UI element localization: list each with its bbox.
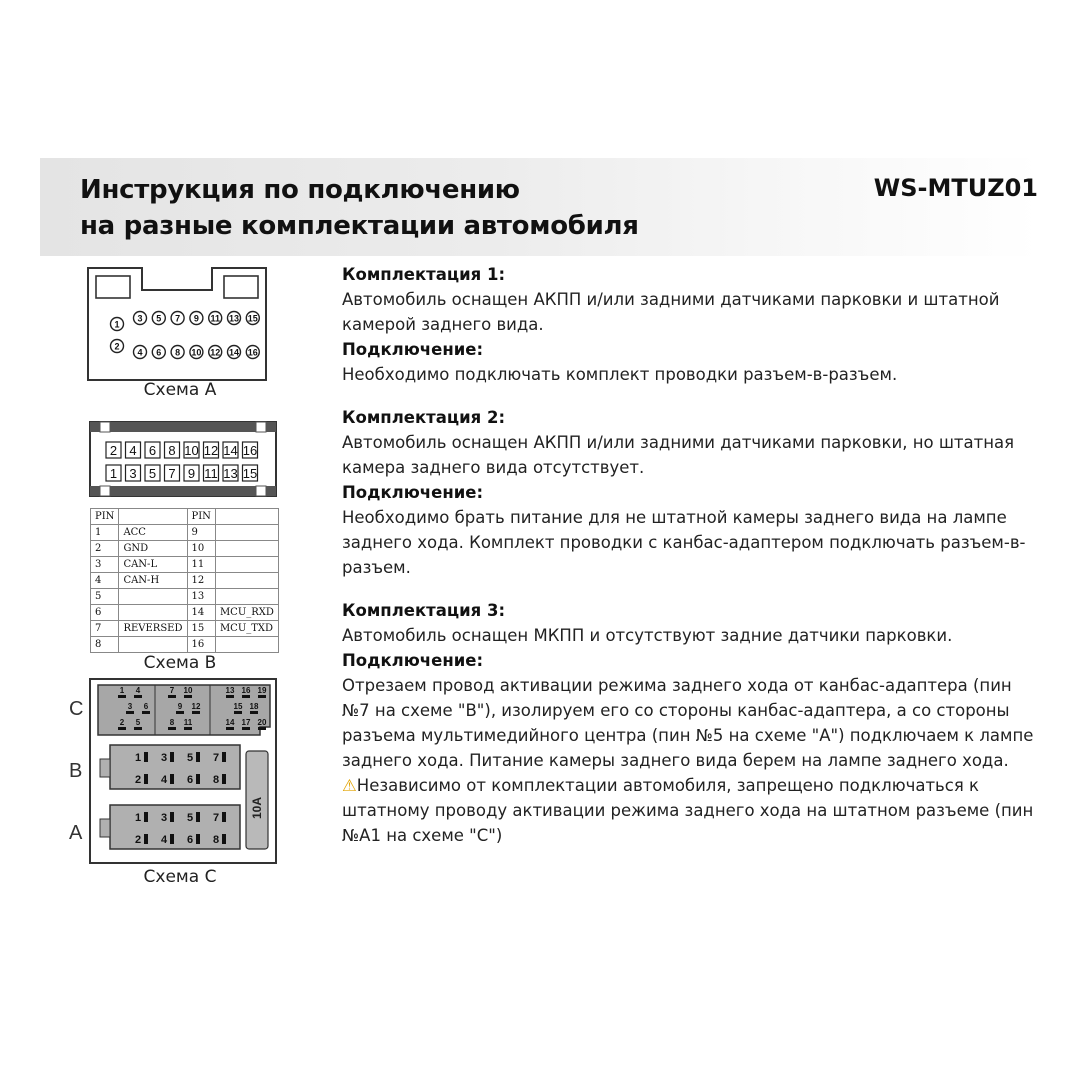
pin-a-3: [134, 312, 147, 325]
section-heading: Комплектация 1:: [342, 265, 506, 284]
pin-header: [215, 509, 278, 525]
pin-b-10: [184, 442, 199, 458]
pin-a-8: [171, 346, 184, 359]
pin-a-6: [152, 346, 165, 359]
svg-text:14: 14: [228, 347, 240, 358]
connection-text: Отрезаем провод активации режима заднего хода от канбас-адаптера (пин №7 на схеме "В"), изолируем его со стороны канбас-адаптера, а со стороны разъема мультимедийного центра (пин №5 на схеме "А") подключаем к лампе заднего хода. Питание камеры заднего вида берем на лампе заднего хода.: [342, 676, 1034, 770]
pin-table-cell: 5: [91, 589, 119, 605]
svg-text:9: 9: [187, 466, 196, 481]
section-description: Автомобиль оснащен АКПП и/или задними датчиками парковки и штатной камерой заднего вида.: [342, 290, 1000, 334]
pin-b-12: [204, 442, 219, 458]
svg-text:13: 13: [228, 313, 240, 324]
pin-a-7: [171, 312, 184, 325]
pin-table-cell: MCU_RXD: [215, 605, 278, 621]
scheme-b-connector: [60, 420, 285, 500]
pin-c-4: 4: [135, 686, 141, 695]
pin-3: 3: [160, 752, 168, 764]
svg-text:7: 7: [175, 313, 181, 324]
pin-table-row: [91, 541, 279, 557]
pin-table-row: [91, 589, 279, 605]
scheme-b-caption: Схема В: [143, 653, 217, 673]
svg-text:14: 14: [223, 443, 238, 458]
fuse-label: 10A: [250, 796, 264, 819]
pin-c-8: 8: [169, 718, 175, 727]
pin-4: 4: [160, 834, 168, 846]
pin-a-12: [209, 346, 222, 359]
pin-8: 8: [212, 834, 220, 846]
pin-table-cell: [119, 589, 187, 605]
section-3: [342, 598, 1042, 773]
svg-text:9: 9: [193, 313, 199, 324]
pin-a-16: [246, 346, 259, 359]
page-title: [80, 172, 639, 244]
pin-c-14: 14: [225, 718, 235, 727]
pin-table-cell: 15: [187, 621, 215, 637]
pin-table-cell: 8: [91, 637, 119, 653]
pin-8: 8: [212, 774, 220, 786]
pin-c-18: 18: [249, 702, 259, 711]
pin-3: 3: [160, 812, 168, 824]
pin-c-17: 17: [241, 718, 251, 727]
row-label-c: C: [69, 698, 84, 720]
warning-text: Независимо от комплектации автомобиля, запрещено подключаться к штатному проводу активации режима заднего хода на штатном разъеме (пин №А1 на схеме "С"): [342, 776, 1034, 845]
pin-c-9: 9: [177, 702, 183, 711]
pin-7: 7: [212, 812, 220, 824]
row-label-a: A: [69, 822, 83, 844]
pin-table-cell: [215, 557, 278, 573]
pin-table-row: [91, 525, 279, 541]
pin-header: PIN: [187, 509, 215, 525]
pin-header: [119, 509, 187, 525]
svg-text:4: 4: [129, 443, 137, 458]
pin-6: 6: [186, 834, 194, 846]
pin-c-13: 13: [225, 686, 235, 695]
svg-text:3: 3: [137, 313, 143, 324]
svg-text:16: 16: [242, 443, 258, 458]
svg-text:6: 6: [156, 347, 162, 358]
connection-text: Необходимо брать питание для не штатной камеры заднего вида на лампе заднего хода. Комплект проводки с канбас-адаптером подключать разъем-в-разъем.: [342, 508, 1026, 577]
svg-text:13: 13: [223, 466, 238, 481]
pin-table-cell: [215, 525, 278, 541]
pin-table-row: [91, 621, 279, 637]
section-2: [342, 405, 1042, 580]
pin-table-cell: 6: [91, 605, 119, 621]
pin-5: 5: [186, 812, 194, 824]
svg-text:5: 5: [148, 466, 157, 481]
pin-c-10: 10: [183, 686, 193, 695]
svg-text:3: 3: [129, 466, 137, 481]
svg-text:6: 6: [148, 443, 157, 458]
pin-c-5: 5: [135, 718, 141, 727]
pin-c-15: 15: [233, 702, 243, 711]
pin-b-4: [126, 442, 141, 458]
svg-text:2: 2: [109, 443, 118, 458]
pin-table-cell: 9: [187, 525, 215, 541]
pin-1: 1: [134, 812, 142, 824]
svg-text:8: 8: [175, 347, 181, 358]
svg-text:12: 12: [210, 347, 221, 358]
pin-a-2: [111, 340, 124, 353]
pin-table-row: [91, 573, 279, 589]
pin-a-9: [190, 312, 203, 325]
svg-text:15: 15: [247, 313, 258, 324]
pin-table-cell: [215, 637, 278, 653]
svg-text:2: 2: [114, 341, 120, 352]
pin-table-cell: CAN-L: [119, 557, 187, 573]
svg-text:1: 1: [114, 319, 120, 330]
pin-b-15: [243, 465, 258, 481]
pin-b-11: [204, 465, 219, 481]
pin-b-9: [184, 465, 199, 481]
pin-table-cell: 1: [91, 525, 119, 541]
connection-heading: Подключение:: [342, 483, 484, 502]
pin-table-row: [91, 605, 279, 621]
pin-c-16: 16: [241, 686, 251, 695]
pin-table-cell: [215, 541, 278, 557]
pin-4: 4: [160, 774, 168, 786]
instructions: [342, 262, 1042, 848]
svg-text:1: 1: [109, 466, 118, 481]
section-description: Автомобиль оснащен МКПП и отсутствуют задние датчики парковки.: [342, 626, 953, 645]
pin-c-3: 3: [127, 702, 133, 711]
pin-c-19: 19: [257, 686, 267, 695]
pin-table-cell: 14: [187, 605, 215, 621]
warning: [342, 773, 1042, 848]
pin-table-cell: 12: [187, 573, 215, 589]
scheme-b-pin-table: [90, 508, 279, 653]
section-1: [342, 262, 1042, 387]
pin-c-1: 1: [119, 686, 125, 695]
pin-b-6: [145, 442, 160, 458]
pin-table-cell: 10: [187, 541, 215, 557]
pin-a-11: [209, 312, 222, 325]
section-heading: Комплектация 3:: [342, 601, 506, 620]
pin-table-cell: 4: [91, 573, 119, 589]
schemes-column: [60, 260, 285, 887]
title-line-1: Инструкция по подключению: [80, 175, 520, 205]
pin-c-12: 12: [191, 702, 201, 711]
pin-a-10: [190, 346, 203, 359]
pin-c-11: 11: [183, 718, 193, 727]
scheme-c-caption: Схема С: [143, 867, 217, 887]
pin-b-2: [106, 442, 121, 458]
pin-table-cell: 2: [91, 541, 119, 557]
pin-b-13: [223, 465, 238, 481]
section-description: Автомобиль оснащен АКПП и/или задними датчиками парковки, но штатная камера заднего вида отсутствует.: [342, 433, 1015, 477]
pin-b-7: [165, 465, 180, 481]
model-code: WS-MTUZ01: [873, 174, 1038, 202]
pin-a-13: [228, 312, 241, 325]
pin-a-15: [246, 312, 259, 325]
pin-table-cell: [119, 637, 187, 653]
pin-table-cell: [215, 589, 278, 605]
svg-text:16: 16: [247, 347, 258, 358]
pin-5: 5: [186, 752, 194, 764]
svg-text:12: 12: [203, 443, 219, 458]
scheme-a: [60, 260, 285, 402]
pin-header: PIN: [91, 509, 119, 525]
pin-table-cell: [215, 573, 278, 589]
scheme-c: [60, 677, 285, 887]
svg-text:10: 10: [184, 443, 199, 458]
scheme-c-diagram: [60, 677, 285, 867]
pin-b-3: [126, 465, 141, 481]
pin-c-7: 7: [169, 686, 175, 695]
pin-7: 7: [212, 752, 220, 764]
scheme-b: [60, 420, 285, 673]
pin-table-cell: CAN-H: [119, 573, 187, 589]
pin-b-16: [243, 442, 258, 458]
pin-table-row: [91, 557, 279, 573]
pin-table-cell: 11: [187, 557, 215, 573]
pin-1: 1: [134, 752, 142, 764]
pin-table-cell: 3: [91, 557, 119, 573]
scheme-a-diagram: [60, 260, 285, 384]
pin-6: 6: [186, 774, 194, 786]
scheme-a-caption: Схема А: [143, 380, 217, 400]
pin-table-cell: 16: [187, 637, 215, 653]
svg-text:15: 15: [242, 466, 258, 481]
pin-c-2: 2: [119, 718, 125, 727]
svg-text:8: 8: [168, 443, 176, 458]
pin-table-cell: 13: [187, 589, 215, 605]
connection-heading: Подключение:: [342, 340, 484, 359]
pin-a-5: [152, 312, 165, 325]
pin-c-20: 20: [257, 718, 267, 727]
pin-2: 2: [134, 774, 142, 786]
connection-text: Необходимо подключать комплект проводки разъем-в-разъем.: [342, 365, 898, 384]
connection-heading: Подключение:: [342, 651, 484, 670]
pin-table-cell: ACC: [119, 525, 187, 541]
warning-icon: ⚠: [342, 776, 357, 795]
pin-b-5: [145, 465, 160, 481]
svg-text:4: 4: [137, 347, 143, 358]
pin-a-14: [228, 346, 241, 359]
pin-table-cell: MCU_TXD: [215, 621, 278, 637]
pin-b-8: [165, 442, 180, 458]
pin-2: 2: [134, 834, 142, 846]
svg-text:10: 10: [191, 347, 202, 358]
pin-a-4: [134, 346, 147, 359]
pin-b-1: [106, 465, 121, 481]
section-heading: Комплектация 2:: [342, 408, 506, 427]
pin-table-header: [91, 509, 279, 525]
pin-table-cell: REVERSED: [119, 621, 187, 637]
pin-table-cell: 7: [91, 621, 119, 637]
pin-table-cell: [119, 605, 187, 621]
pin-table-row: [91, 637, 279, 653]
svg-text:11: 11: [204, 466, 218, 481]
svg-text:11: 11: [210, 313, 220, 324]
title-line-2: на разные комплектации автомобиля: [80, 211, 639, 241]
pin-c-6: 6: [143, 702, 149, 711]
svg-text:5: 5: [156, 313, 162, 324]
pin-a-1: [111, 318, 124, 331]
row-label-b: B: [69, 760, 83, 782]
svg-text:7: 7: [168, 466, 176, 481]
pin-b-14: [223, 442, 238, 458]
pin-table-cell: GND: [119, 541, 187, 557]
